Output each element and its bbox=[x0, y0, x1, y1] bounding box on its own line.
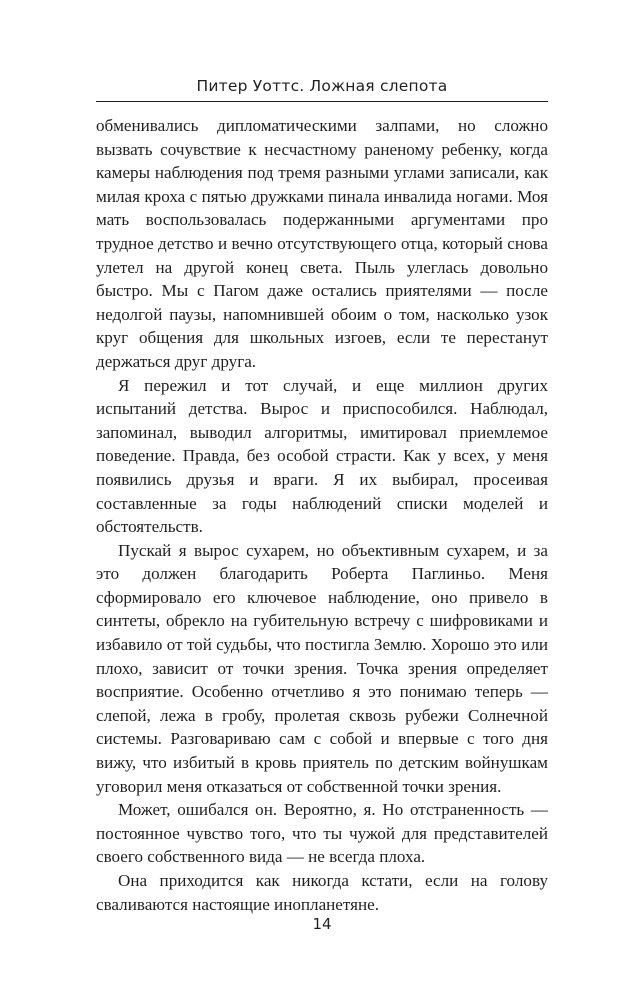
paragraph: Она приходится как никогда кстати, если на голову сваливаются настоящие инопланетяне. bbox=[96, 871, 548, 914]
header-rule bbox=[96, 101, 548, 102]
paragraph: Я пережил и тот случай, и еще миллион других испытаний детства. Вырос и приспособился. Наблюдал, запоминал, выводил алгоритмы, имитировал приемлемое поведение. Правда, без особой страсти. Как у всех, у меня появились друзья и враги. Я их выбирал, просеивая составленные за годы наблюдений списки моделей и обстоятельств. bbox=[96, 375, 548, 537]
running-head-title: Питер Уоттс. Ложная слепота bbox=[196, 77, 448, 95]
paragraph: Может, ошибался он. Вероятно, я. Но отстраненность — постоянное чувство того, что ты чужой для представителей своего собственного вида — не всегда плоха. bbox=[96, 800, 548, 867]
paragraph: Пускай я вырос сухарем, но объективным сухарем, и за это должен благодарить Роберта Паглиньо. Меня сформировало его ключевое наблюдение, оно привело в синтеты, обрекло на губительную встречу с шифровиками и избавило от той судьбы, что постигла Землю. Хорошо это или плохо, зависит от точки зрения. Точка зрения определяет восприятие. Особенно отчетливо я это понимаю теперь — слепой, лежа в гробу, пролетая сквозь рубежи Солнечной системы. Разговариваю сам с собой и впервые с того дня вижу, что избитый в кровь приятель по детским войнушкам уговорил меня отказаться от собственной точки зрения. bbox=[96, 540, 548, 796]
page-number: 14 bbox=[312, 915, 332, 933]
page-body bbox=[96, 114, 548, 916]
paragraph: обменивались дипломатическими залпами, но сложно вызвать сочувствие к несчастному раненому ребенку, когда камеры наблюдения под тремя разными углами записали, как милая кроха с пятью дружками пинала инвалида ногами. Моя мать воспользовалась подержанными аргументами про трудное детство и вечно отсутствующего отца, который снова улетел на другой конец света. Пыль улеглась довольно быстро. Мы с Пагом даже остались приятелями — после недолгой паузы, напомнившей обоим о том, насколько узок круг общения для школьных изгоев, если те перестанут держаться друг друга. bbox=[96, 116, 548, 371]
